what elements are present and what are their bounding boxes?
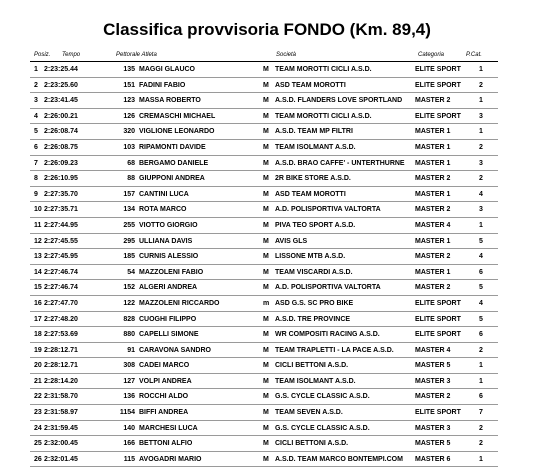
row-time: 2:31:58.70 [44,393,78,401]
row-position: 21 [34,377,42,385]
row-bib: 123 [123,97,135,105]
row-category: ELITE SPORT [415,112,461,120]
row-category: MASTER 2 [415,175,451,183]
row-athlete-name: CADEI MARCO [139,362,190,370]
row-position: 13 [34,253,42,261]
table-row [30,296,498,312]
row-position: 23 [34,409,42,417]
row-bib: 151 [123,81,135,89]
row-sex: M [263,159,269,167]
row-time: 2:31:59.45 [44,424,78,432]
row-time: 2:28:12.71 [44,362,78,370]
row-position: 2 [34,81,38,89]
row-position: 18 [34,331,42,339]
row-category-position: 2 [479,81,483,89]
row-time: 2:23:41.45 [44,97,78,105]
row-team: ASD TEAM MOROTTI [275,190,346,198]
row-position: 26 [34,455,42,463]
row-athlete-name: VOLPI ANDREA [139,377,192,385]
row-category-position: 5 [479,315,483,323]
row-category: MASTER 5 [415,440,451,448]
table-row [30,78,498,94]
row-team: TEAM MOROTTI CICLI A.S.D. [275,66,372,73]
row-position: 4 [34,112,38,120]
row-category-position: 5 [479,237,483,245]
row-category: MASTER 2 [415,284,451,292]
header-athlete: Pettorale Atleta [116,52,157,58]
row-bib: 255 [123,221,135,229]
row-category: ELITE SPORT [415,81,461,89]
row-category: MASTER 1 [415,159,451,167]
row-team: LISSONE MTB A.S.D. [275,253,346,261]
row-position: 6 [34,143,38,151]
row-bib: 122 [123,299,135,307]
row-sex: M [263,81,269,89]
row-athlete-name: CREMASCHI MICHAEL [139,112,216,120]
row-position: 10 [34,206,42,214]
row-category-position: 1 [479,377,483,385]
row-sex: M [263,128,269,136]
row-position: 25 [34,440,42,448]
row-sex: M [263,315,269,323]
row-team: PIVA TEO SPORT A.S.D. [275,221,356,229]
row-time: 2:27:35.71 [44,206,78,214]
row-category-position: 4 [479,253,483,261]
row-athlete-name: CURNIS ALESSIO [139,253,199,261]
row-time: 2:27:47.70 [44,299,78,307]
row-bib: 91 [127,346,135,354]
row-time: 2:27:46.74 [44,284,78,292]
row-category-position: 2 [479,143,483,151]
table-row [30,312,498,328]
table-row [30,93,498,109]
row-team: G.S. CYCLE CLASSIC A.S.D. [275,424,370,432]
table-row [30,109,498,125]
row-category: MASTER 4 [415,346,451,354]
row-category-position: 1 [479,66,483,73]
row-team: G.S. CYCLE CLASSIC A.S.D. [275,393,370,401]
row-category: ELITE SPORT [415,299,461,307]
row-position: 1 [34,66,38,73]
row-position: 11 [34,221,42,229]
row-team: AVIS GLS [275,237,308,245]
table-row [30,187,498,203]
row-time: 2:27:46.74 [44,268,78,276]
row-category-position: 3 [479,159,483,167]
table-row [30,234,498,250]
row-athlete-name: BIFFI ANDREA [139,409,189,417]
row-athlete-name: GIUPPONI ANDREA [139,175,205,183]
row-category-position: 2 [479,346,483,354]
table-row [30,249,498,265]
row-category: MASTER 5 [415,362,451,370]
row-athlete-name: ROCCHI ALDO [139,393,189,401]
row-bib: 185 [123,253,135,261]
row-position: 14 [34,268,42,276]
row-time: 2:27:35.70 [44,190,78,198]
row-category: MASTER 1 [415,268,451,276]
row-athlete-name: CAPELLI SIMONE [139,331,199,339]
row-sex: M [263,66,269,73]
row-team: CICLI BETTONI A.S.D. [275,440,349,448]
row-category-position: 7 [479,409,483,417]
row-sex: M [263,377,269,385]
row-sex: M [263,112,269,120]
row-time: 2:28:12.71 [44,346,78,354]
header-time: Tempo [62,52,81,58]
table-row [30,280,498,296]
row-athlete-name: CANTINI LUCA [139,190,189,198]
row-category-position: 2 [479,424,483,432]
row-position: 15 [34,284,42,292]
row-time: 2:26:08.74 [44,128,78,136]
row-category-position: 1 [479,455,483,463]
row-time: 2:23:25.44 [44,66,78,73]
row-category: MASTER 3 [415,377,451,385]
row-team: A.S.D. TEAM MP FILTRI [275,128,353,136]
row-team: CICLI BETTONI A.S.D. [275,362,349,370]
row-category-position: 4 [479,190,483,198]
table-row [30,436,498,452]
row-bib: 157 [123,190,135,198]
row-athlete-name: VIGLIONE LEONARDO [139,128,215,136]
row-category: ELITE SPORT [415,66,461,73]
row-athlete-name: ALGERI ANDREA [139,284,198,292]
row-category: MASTER 2 [415,97,451,105]
row-time: 2:31:58.97 [44,409,78,417]
row-team: A.S.D. FLANDERS LOVE SPORTLAND [275,97,403,105]
row-category-position: 2 [479,175,483,183]
row-team: ASD G.S. SC PRO BIKE [275,299,354,307]
header-category-position: P.Cat. [466,52,482,58]
header-team: Società [276,52,297,58]
row-athlete-name: FADINI FABIO [139,81,186,89]
row-team: A.S.D. BRAO CAFFE' - UNTERTHURNE [275,159,405,167]
row-time: 2:32:00.45 [44,440,78,448]
row-bib: 320 [123,128,135,136]
row-time: 2:26:08.75 [44,143,78,151]
row-category: MASTER 1 [415,128,451,136]
row-bib: 88 [127,175,135,183]
row-bib: 880 [123,331,135,339]
row-category-position: 3 [479,206,483,214]
row-team: WR COMPOSITI RACING A.S.D. [275,331,380,339]
row-bib: 295 [123,237,135,245]
row-bib: 134 [123,206,135,214]
row-category: MASTER 2 [415,253,451,261]
table-row [30,389,498,405]
row-sex: M [263,253,269,261]
row-team: TEAM VISCARDI A.S.D. [275,268,353,276]
row-sex: m [263,299,270,307]
row-bib: 136 [123,393,135,401]
row-bib: 103 [123,143,135,151]
row-sex: M [263,97,269,105]
row-team: A.D. POLISPORTIVA VALTORTA [275,206,381,214]
row-category: MASTER 1 [415,237,451,245]
row-athlete-name: MAZZOLENI RICCARDO [139,299,220,307]
row-category-position: 1 [479,221,483,229]
row-team: TEAM TRAPLETTI - LA PACE A.S.D. [275,346,394,354]
row-time: 2:26:09.23 [44,159,78,167]
row-sex: M [263,409,269,417]
row-sex: M [263,362,269,370]
row-sex: M [263,331,269,339]
row-bib: 127 [123,377,135,385]
row-category-position: 1 [479,97,483,105]
row-time: 2:28:14.20 [44,377,78,385]
row-sex: M [263,221,269,229]
row-time: 2:27:53.69 [44,331,78,339]
row-team: A.D. POLISPORTIVA VALTORTA [275,284,381,292]
row-position: 7 [34,159,38,167]
row-sex: M [263,268,269,276]
row-team: A.S.D. TEAM MARCO BONTEMPI.COM [275,455,403,463]
row-bib: 828 [123,315,135,323]
table-row [30,405,498,421]
row-bib: 68 [127,159,135,167]
table-row [30,327,498,343]
row-position: 12 [34,237,42,245]
row-team: A.S.D. TRE PROVINCE [275,315,351,323]
table-row [30,265,498,281]
row-athlete-name: MARCHESI LUCA [139,424,198,432]
table-row [30,171,498,187]
table-row [30,374,498,390]
row-category: ELITE SPORT [415,409,461,417]
row-athlete-name: MAZZOLENI FABIO [139,268,204,276]
row-category: ELITE SPORT [415,315,461,323]
row-bib: 135 [123,66,135,73]
row-time: 2:26:10.95 [44,175,78,183]
row-sex: M [263,206,269,214]
row-category: MASTER 2 [415,393,451,401]
table-row [30,202,498,218]
row-time: 2:27:45.55 [44,237,78,245]
table-row [30,421,498,437]
row-athlete-name: VIOTTO GIORGIO [139,221,198,229]
header-category: Categoria [418,52,445,58]
row-sex: M [263,143,269,151]
table-row [30,343,498,359]
row-sex: M [263,284,269,292]
header-position: Posiz. [34,52,51,58]
table-row [30,452,498,467]
row-bib: 126 [123,112,135,120]
row-position: 16 [34,299,42,307]
row-athlete-name: BERGAMO DANIELE [139,159,209,167]
row-sex: M [263,237,269,245]
row-category-position: 5 [479,284,483,292]
row-category-position: 6 [479,268,483,276]
row-athlete-name: RIPAMONTI DAVIDE [139,143,206,151]
row-category: MASTER 1 [415,143,451,151]
row-athlete-name: CUOGHI FILIPPO [139,315,197,323]
row-position: 8 [34,175,38,183]
row-position: 9 [34,190,38,198]
row-position: 5 [34,128,38,136]
row-position: 19 [34,346,42,354]
row-category-position: 1 [479,128,483,136]
row-sex: M [263,190,269,198]
row-time: 2:32:01.45 [44,455,78,463]
row-category: MASTER 2 [415,206,451,214]
table-row [30,218,498,234]
row-team: TEAM ISOLMANT A.S.D. [275,143,356,151]
row-time: 2:23:25.60 [44,81,78,89]
table-row [30,156,498,172]
row-category-position: 4 [479,299,483,307]
row-category: MASTER 1 [415,190,451,198]
row-position: 22 [34,393,42,401]
page-title: Classifica provvisoria FONDO (Km. 89,4) [103,20,431,39]
row-category: MASTER 6 [415,455,451,463]
row-athlete-name: ROTA MARCO [139,206,187,214]
row-category: MASTER 3 [415,424,451,432]
row-category-position: 2 [479,440,483,448]
row-sex: M [263,440,269,448]
row-team: TEAM MOROTTI CICLI A.S.D. [275,112,372,120]
table-row [30,358,498,374]
row-sex: M [263,346,269,354]
table-row [30,62,498,78]
row-sex: M [263,455,269,463]
row-athlete-name: AVOGADRI MARIO [139,455,202,463]
row-time: 2:26:00.21 [44,112,78,120]
row-athlete-name: MAGGI GLAUCO [139,66,195,73]
row-bib: 1154 [119,409,135,417]
table-row [30,140,498,156]
row-team: ASD TEAM MOROTTI [275,81,346,89]
row-team: TEAM ISOLMANT A.S.D. [275,377,356,385]
row-category-position: 6 [479,331,483,339]
row-position: 17 [34,315,42,323]
row-time: 2:27:45.95 [44,253,78,261]
row-category-position: 1 [479,362,483,370]
row-category-position: 6 [479,393,483,401]
row-position: 20 [34,362,42,370]
row-category: MASTER 4 [415,221,451,229]
row-bib: 166 [123,440,135,448]
row-position: 3 [34,97,38,105]
table-row [30,124,498,140]
row-athlete-name: ULLIANA DAVIS [139,237,193,245]
row-athlete-name: CARAVONA SANDRO [139,346,211,354]
row-category: ELITE SPORT [415,331,461,339]
row-athlete-name: BETTONI ALFIO [139,440,193,448]
row-sex: M [263,175,269,183]
row-team: TEAM SEVEN A.S.D. [275,409,343,417]
row-position: 24 [34,424,42,432]
row-bib: 140 [123,424,135,432]
row-category-position: 3 [479,112,483,120]
row-athlete-name: MASSA ROBERTO [139,97,201,105]
row-time: 2:27:44.95 [44,221,78,229]
row-sex: M [263,424,269,432]
row-bib: 152 [123,284,135,292]
row-bib: 54 [127,268,135,276]
row-bib: 115 [123,455,135,463]
results-table [0,62,534,467]
row-time: 2:27:48.20 [44,315,78,323]
row-team: 2R BIKE STORE A.S.D. [275,175,351,183]
row-bib: 308 [123,362,135,370]
row-sex: M [263,393,269,401]
